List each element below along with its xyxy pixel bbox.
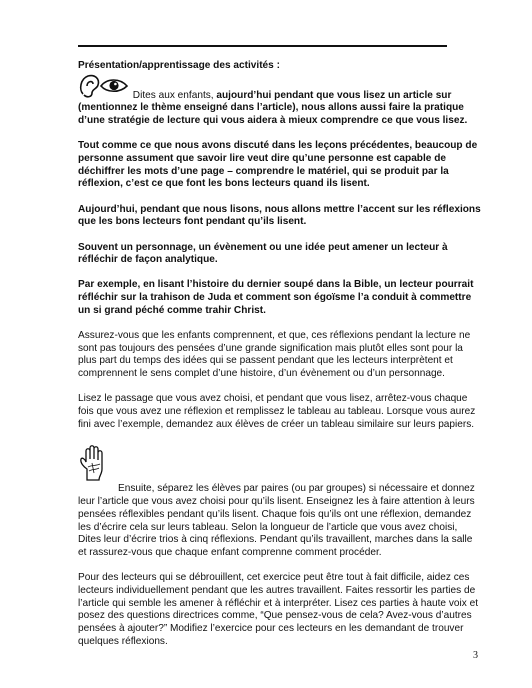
paragraph-pairs-activity: Ensuite, séparez les élèves par paires (ou par groupes) si nécessaire et donnez leur l’article que vous avez choisi pour qu’ils lisent. Enseignez les à faire attention à leurs pensées réflexibles pendant qu’ils lisent. Chaque fois qu’ils ont une réflexion, demandez les d’écrire cela sur leurs tableau. Selon la longueur de l’article que vous avez choisi, Dites leur d’écrire trios à cinq réflexions. Pendant qu’ils travaillent, marches dans la salle et rassurez-vous que chaque enfant comprenne comment procéder. [78,483,475,558]
hand-icon [78,445,112,481]
paragraph-ensure-understanding: Assurez-vous que les enfants comprennent, et que, ces réflexions pendant la lecture ne sont pas toujours des pensées d’une grande signification mais plutôt elles sont pour la plus part du temps des idées qui se passent pendant que les lecteurs interprètent et comprennent le sens complet d’une histoire, d’un évènement ou d’un personnage. [78,330,471,380]
paragraph-reading-understanding: Tout comme ce que nous avons discuté dans les leçons précédentes, beaucoup de personne assument que savoir lire veut dire qu’une personne est capable de déchiffrer les mots d’une page – comprendre le matériel, qui se produit par la réflexion, c’est ce que font les bons lecteurs quand ils lisent. [78,140,478,190]
eye-icon [101,80,127,91]
paragraph-example: Par exemple, en lisant l’histoire du dernier soupé dans la Bible, un lecteur pourrait réfléchir sur la trahison de Juda et comment son égoïsme l’a conduit à commettre un si grand péché comme trahir Christ. [78,279,474,316]
listen-watch-icons [78,79,130,101]
ear-icon [81,75,99,96]
page-number: 3 [473,650,478,661]
document-body [78,60,482,661]
top-rule [78,45,447,47]
section-heading: Présentation/apprentissage des activités : [78,60,280,71]
paragraph-struggling-readers: Pour des lecteurs qui se débrouillent, cet exercice peut être tout à fait difficile, aidez ces lecteurs individuellement pendant que les autres travaillent. Faites ressortir les parties de l’article qui semble les amener à réfléchir et à interpréter. Lisez ces parties à haute voix et posez des questions directrices comme, “Que pensez-vous de cela? Avez-vous d’autres pensées à ajouter?” Modifiez l’exercice pour ces lecteurs en les demandant de trouver quelques réflexions. [78,572,479,647]
paragraph-model-reading: Lisez le passage que vous avez choisi, et pendant que vous lisez, arrêtez-vous chaque fois que vous avez une réflexion et remplissez le tableau au tableau. Lorsque vous aurez fini avec l’exemple, demandez aux élèves de créer un tableau similaire sur leurs papiers. [78,393,476,430]
hand-icon-wrapper [78,445,482,483]
paragraph-analytic-reflection: Souvent un personnage, un évènement ou une idée peut amener un lecteur à réfléchir de façon analytique. [78,241,448,266]
paragraph-today-focus: Aujourd’hui, pendant que nous lisons, nous allons mettre l’accent sur les réflexions que les bons lecteurs font pendant qu’ils lisent. [78,203,481,228]
paragraph-intro: Dites aux enfants, aujourd’hui pendant que vous lisez un article sur (mentionnez le thème enseigné dans l’article), nous allons aussi faire la pratique d’une stratégie de lecture qui vous aidera à mieux comprendre ce que vous lisez. [78,79,482,128]
